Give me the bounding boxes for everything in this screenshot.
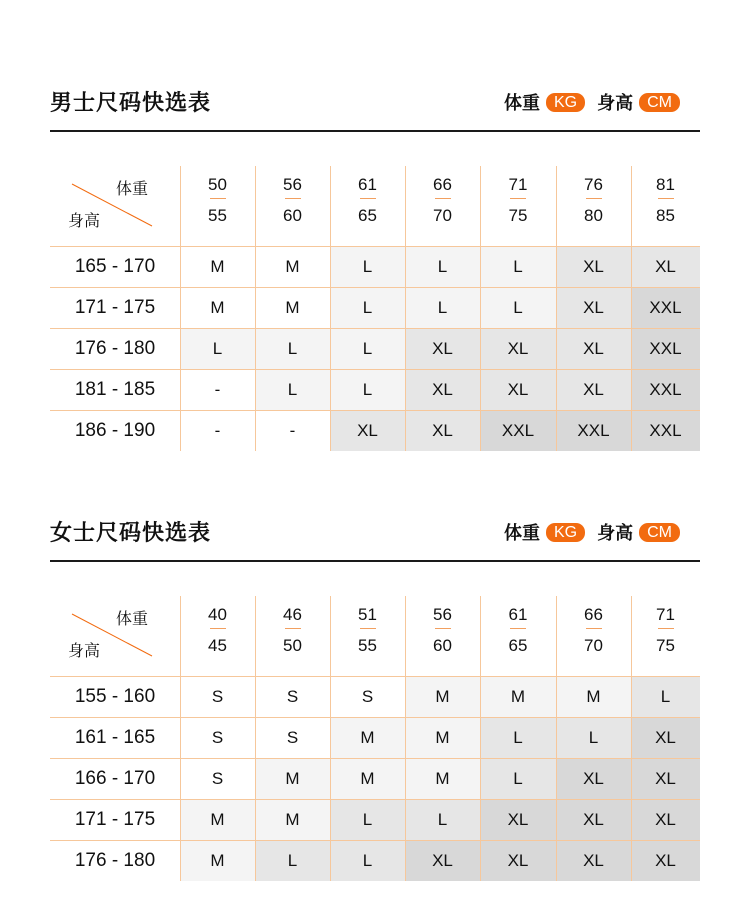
table-row: [50, 369, 700, 410]
size-cell: S: [255, 676, 330, 717]
table-row: [50, 287, 700, 328]
size-cell: XXL: [631, 410, 700, 451]
weight-column-header: [631, 596, 700, 676]
column-divider: [556, 166, 557, 451]
weight-column-header: [556, 596, 631, 676]
column-divider: [180, 166, 181, 451]
size-cell: XL: [330, 410, 405, 451]
weight-min: 66: [584, 605, 603, 624]
weight-column-header: [180, 166, 255, 246]
weight-max: 45: [208, 636, 227, 655]
row-divider: [50, 410, 700, 411]
range-separator: [285, 198, 301, 199]
diagonal-divider: [50, 166, 180, 246]
weight-min: 56: [433, 605, 452, 624]
unit-legend: [504, 89, 680, 115]
range-separator: [658, 198, 674, 199]
size-cell: S: [255, 717, 330, 758]
size-cell: S: [330, 676, 405, 717]
size-cell: XL: [556, 328, 631, 369]
size-cell: -: [180, 369, 255, 410]
women-size-section: [50, 516, 700, 886]
weight-min: 71: [508, 175, 528, 194]
size-cell: XL: [480, 840, 556, 881]
weight-max: 75: [508, 206, 528, 225]
column-divider: [556, 596, 557, 881]
size-cell: XL: [556, 246, 631, 287]
height-unit-badge: CM: [639, 93, 680, 112]
size-cell: L: [631, 676, 700, 717]
weight-min: 51: [358, 605, 377, 624]
size-cell: XL: [405, 369, 480, 410]
column-divider: [255, 166, 256, 451]
weight-unit-badge: KG: [546, 93, 585, 112]
size-cell: M: [255, 799, 330, 840]
size-cell: L: [480, 758, 556, 799]
column-divider: [405, 596, 406, 881]
size-cell: S: [180, 717, 255, 758]
range-separator: [510, 198, 526, 199]
height-range: 171 - 175: [74, 297, 156, 318]
size-cell: M: [180, 840, 255, 881]
size-cell: M: [480, 676, 556, 717]
corner-weight-label: 体重: [116, 609, 149, 628]
height-label: 身高: [597, 523, 634, 544]
weight-max: 70: [584, 636, 603, 655]
size-cell: L: [405, 246, 480, 287]
size-cell: L: [330, 799, 405, 840]
weight-min: 61: [358, 175, 377, 194]
weight-column-header: [405, 596, 480, 676]
corner-cell: [50, 166, 180, 246]
size-cell: L: [255, 328, 330, 369]
weight-max: 75: [656, 636, 675, 655]
size-cell: M: [255, 287, 330, 328]
weight-max: 60: [433, 636, 452, 655]
size-cell: L: [255, 369, 330, 410]
weight-min: 81: [656, 175, 675, 194]
size-cell: XXL: [631, 287, 700, 328]
weight-column-header: [255, 166, 330, 246]
size-cell: L: [405, 287, 480, 328]
height-unit-badge: CM: [639, 523, 680, 542]
range-separator: [360, 198, 376, 199]
weight-max: 50: [283, 636, 302, 655]
range-separator: [435, 628, 451, 629]
title-divider: [50, 130, 700, 132]
height-label: 身高: [597, 93, 634, 114]
size-cell: XXL: [631, 328, 700, 369]
weight-column-header: [631, 166, 700, 246]
weight-column-header: [405, 166, 480, 246]
corner-height-label: 身高: [68, 211, 101, 230]
size-cell: -: [180, 410, 255, 451]
size-cell: M: [330, 717, 405, 758]
size-cell: M: [556, 676, 631, 717]
size-cell: XL: [631, 799, 700, 840]
weight-min: 40: [208, 605, 227, 624]
height-range: 171 - 175: [74, 809, 156, 830]
column-divider: [631, 166, 632, 451]
weight-column-header: [180, 596, 255, 676]
size-cell: XL: [480, 328, 556, 369]
height-range: 176 - 180: [74, 850, 156, 871]
row-divider: [50, 369, 700, 370]
size-cell: M: [255, 758, 330, 799]
table-row: [50, 840, 700, 881]
size-cell: L: [330, 328, 405, 369]
size-cell: XL: [405, 328, 480, 369]
size-cell: S: [180, 758, 255, 799]
row-divider: [50, 328, 700, 329]
size-cell: M: [330, 758, 405, 799]
column-divider: [405, 166, 406, 451]
size-cell: XXL: [631, 369, 700, 410]
weight-column-header: [330, 596, 405, 676]
size-cell: XL: [556, 840, 631, 881]
height-range: 161 - 165: [74, 727, 156, 748]
weight-unit-badge: KG: [546, 523, 585, 542]
weight-max: 70: [433, 206, 452, 225]
range-separator: [586, 628, 602, 629]
size-cell: L: [556, 717, 631, 758]
weight-column-header: [480, 166, 556, 246]
table-row: [50, 410, 700, 451]
size-cell: L: [330, 287, 405, 328]
size-cell: M: [180, 246, 255, 287]
weight-column-header: [330, 166, 405, 246]
size-cell: XL: [480, 369, 556, 410]
weight-min: 50: [208, 175, 227, 194]
weight-max: 55: [358, 636, 377, 655]
weight-label: 体重: [503, 523, 540, 544]
range-separator: [210, 198, 226, 199]
table-row: [50, 328, 700, 369]
weight-column-header: [480, 596, 556, 676]
table-row: [50, 799, 700, 840]
size-cell: L: [330, 840, 405, 881]
weight-min: 66: [433, 175, 452, 194]
size-cell: M: [180, 287, 255, 328]
table-row: [50, 676, 700, 717]
range-separator: [210, 628, 226, 629]
men-size-section: [50, 86, 700, 456]
size-cell: XL: [556, 799, 631, 840]
weight-max: 80: [584, 206, 603, 225]
weight-min: 76: [584, 175, 603, 194]
row-divider: [50, 758, 700, 759]
row-divider: [50, 717, 700, 718]
title-divider: [50, 560, 700, 562]
size-cell: XL: [556, 287, 631, 328]
size-cell: M: [405, 676, 480, 717]
size-cell: XL: [405, 410, 480, 451]
size-cell: XL: [631, 717, 700, 758]
row-divider: [50, 246, 700, 247]
table-header: [50, 596, 700, 676]
size-cell: M: [405, 717, 480, 758]
size-cell: XL: [480, 799, 556, 840]
section-title: 女士尺码快选表: [50, 521, 212, 546]
corner-weight-label: 体重: [116, 179, 149, 198]
table-row: [50, 246, 700, 287]
weight-max: 65: [358, 206, 377, 225]
column-divider: [255, 596, 256, 881]
height-range: 155 - 160: [74, 686, 156, 707]
row-divider: [50, 799, 700, 800]
height-range: 165 - 170: [74, 256, 156, 277]
size-cell: L: [330, 246, 405, 287]
height-range: 186 - 190: [74, 420, 156, 441]
size-cell: XL: [631, 840, 700, 881]
range-separator: [435, 198, 451, 199]
size-cell: S: [180, 676, 255, 717]
weight-min: 61: [508, 605, 528, 624]
range-separator: [510, 628, 526, 629]
size-cell: XL: [556, 369, 631, 410]
row-divider: [50, 676, 700, 677]
column-divider: [330, 596, 331, 881]
unit-legend: [504, 519, 680, 545]
weight-max: 60: [283, 206, 302, 225]
height-range: 181 - 185: [74, 379, 156, 400]
weight-min: 56: [283, 175, 302, 194]
column-divider: [180, 596, 181, 881]
corner-height-label: 身高: [68, 641, 101, 660]
size-table: [50, 166, 700, 451]
size-cell: M: [180, 799, 255, 840]
size-cell: XXL: [556, 410, 631, 451]
row-divider: [50, 287, 700, 288]
weight-max: 85: [656, 206, 675, 225]
table-row: [50, 717, 700, 758]
size-cell: L: [330, 369, 405, 410]
column-divider: [330, 166, 331, 451]
weight-max: 55: [208, 206, 227, 225]
weight-label: 体重: [503, 93, 540, 114]
table-row: [50, 758, 700, 799]
weight-column-header: [556, 166, 631, 246]
size-cell: L: [480, 287, 556, 328]
size-cell: L: [480, 246, 556, 287]
column-divider: [480, 166, 481, 451]
size-cell: XXL: [480, 410, 556, 451]
size-cell: L: [180, 328, 255, 369]
weight-min: 46: [283, 605, 302, 624]
column-divider: [480, 596, 481, 881]
size-cell: L: [480, 717, 556, 758]
column-divider: [631, 596, 632, 881]
section-title: 男士尺码快选表: [50, 91, 212, 116]
size-cell: L: [255, 840, 330, 881]
weight-max: 65: [508, 636, 528, 655]
size-cell: M: [255, 246, 330, 287]
table-header: [50, 166, 700, 246]
size-table: [50, 596, 700, 881]
range-separator: [586, 198, 602, 199]
size-cell: XL: [631, 246, 700, 287]
size-cell: -: [255, 410, 330, 451]
corner-cell: [50, 596, 180, 676]
row-divider: [50, 840, 700, 841]
height-range: 176 - 180: [74, 338, 156, 359]
size-cell: L: [405, 799, 480, 840]
size-cell: XL: [556, 758, 631, 799]
weight-column-header: [255, 596, 330, 676]
size-cell: XL: [631, 758, 700, 799]
size-cell: M: [405, 758, 480, 799]
range-separator: [360, 628, 376, 629]
weight-min: 71: [656, 605, 675, 624]
range-separator: [285, 628, 301, 629]
range-separator: [658, 628, 674, 629]
diagonal-divider: [50, 596, 180, 676]
height-range: 166 - 170: [74, 768, 156, 789]
size-cell: XL: [405, 840, 480, 881]
